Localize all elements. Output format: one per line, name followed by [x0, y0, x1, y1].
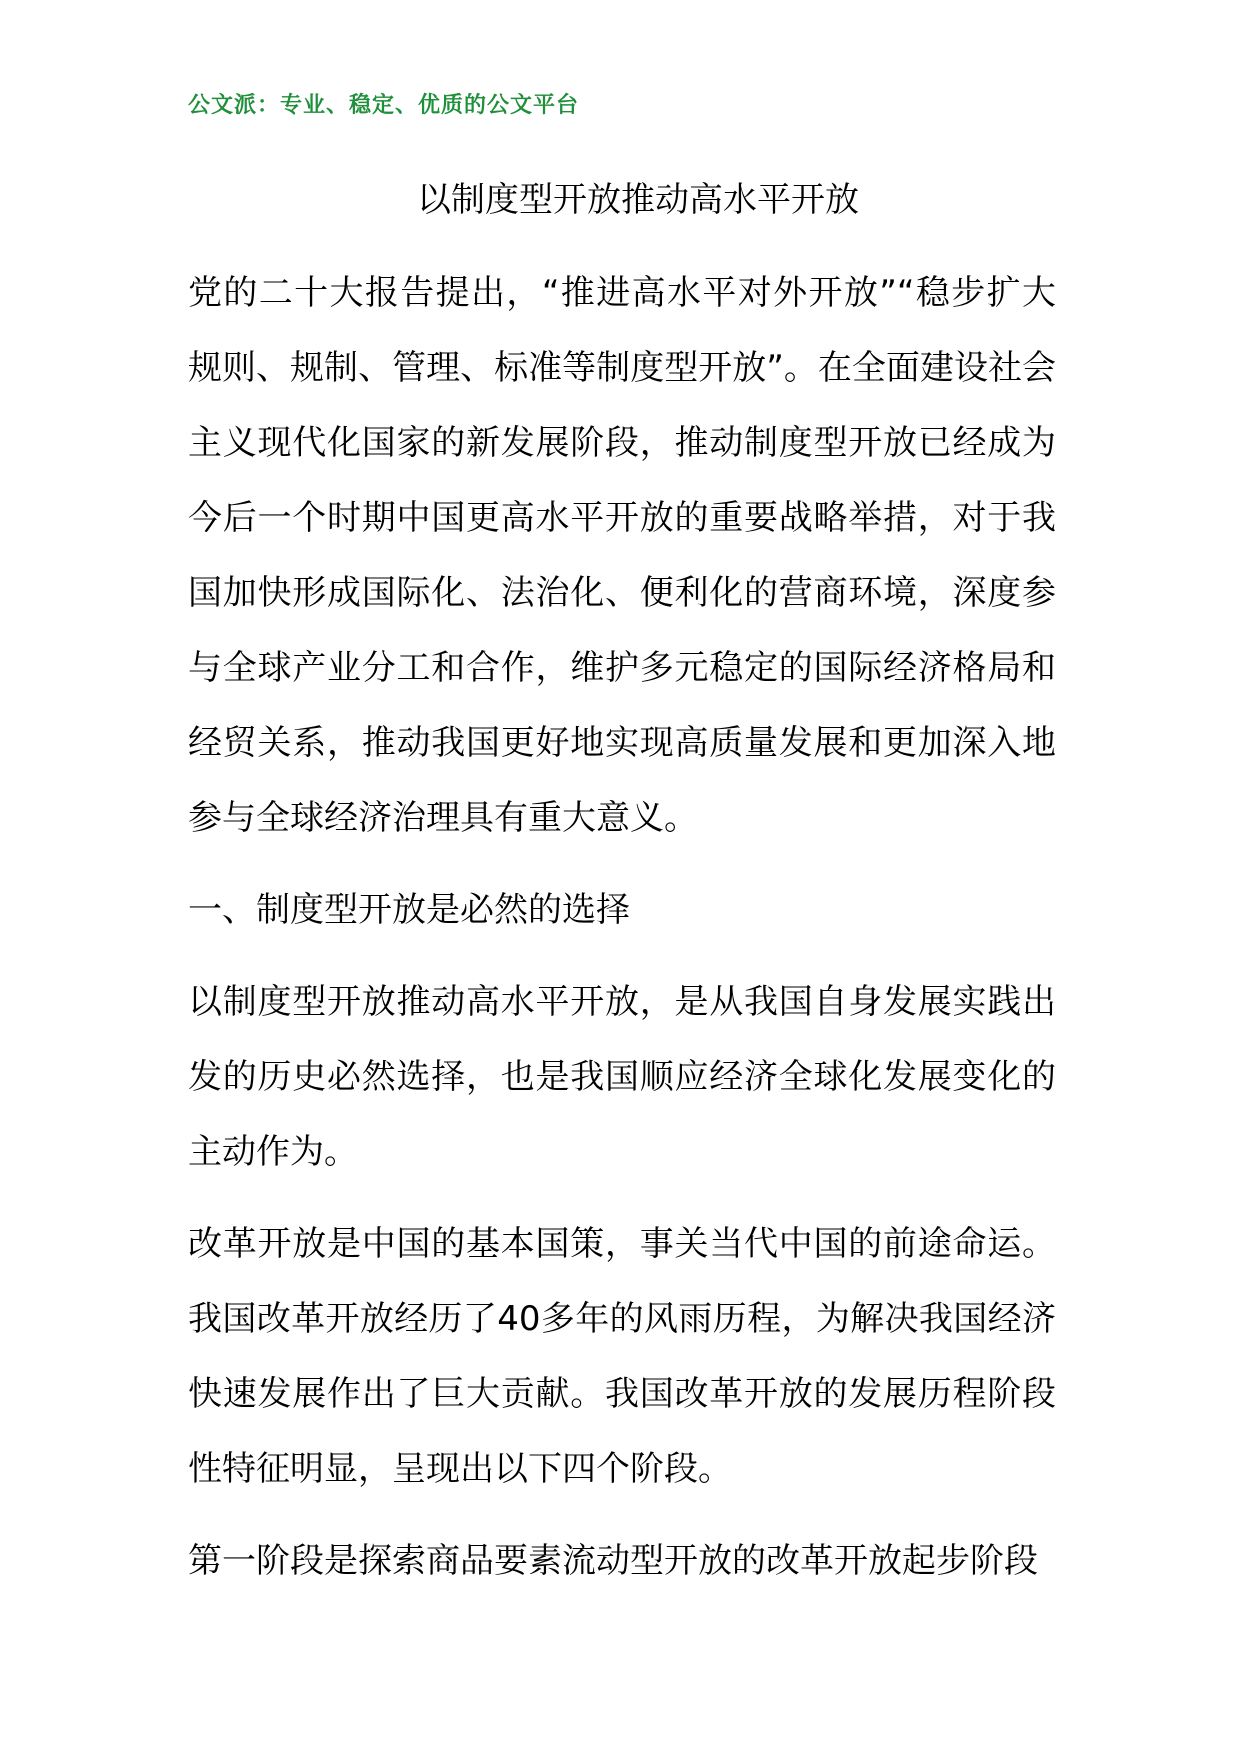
- document-title: 以制度型开放推动高水平开放: [417, 180, 859, 220]
- paragraph: 以制度型开放推动高水平开放，是从我国自身发展实践出发的历史必然选择，也是我国顺应经济全球化发展变化的主动作为。: [188, 982, 1056, 1172]
- paragraph: 改革开放是中国的基本国策，事关当代中国的前途命运。我国改革开放经历了40多年的风雨历程，为解决我国经济快速发展作出了巨大贡献。我国改革开放的发展历程阶段性特征明显，呈现出以下四个阶段。: [188, 1224, 1056, 1489]
- section-heading: 一、制度型开放是必然的选择: [188, 890, 630, 930]
- platform-header: 公文派：专业、稳定、优质的公文平台: [188, 93, 580, 118]
- paragraph: 第一阶段是探索商品要素流动型开放的改革开放起步阶段: [188, 1541, 1038, 1581]
- document-body: [188, 256, 1056, 1599]
- paragraph-intro: 党的二十大报告提出，“推进高水平对外开放”“稳步扩大规则、规制、管理、标准等制度型开放”。在全面建设社会主义现代化国家的新发展阶段，推动制度型开放已经成为今后一个时期中国更高水平开放的重要战略举措，对于我国加快形成国际化、法治化、便利化的营商环境，深度参与全球产业分工和合作，维护多元稳定的国际经济格局和经贸关系，推动我国更好地实现高质量发展和更加深入地参与全球经济治理具有重大意义。: [188, 273, 1056, 838]
